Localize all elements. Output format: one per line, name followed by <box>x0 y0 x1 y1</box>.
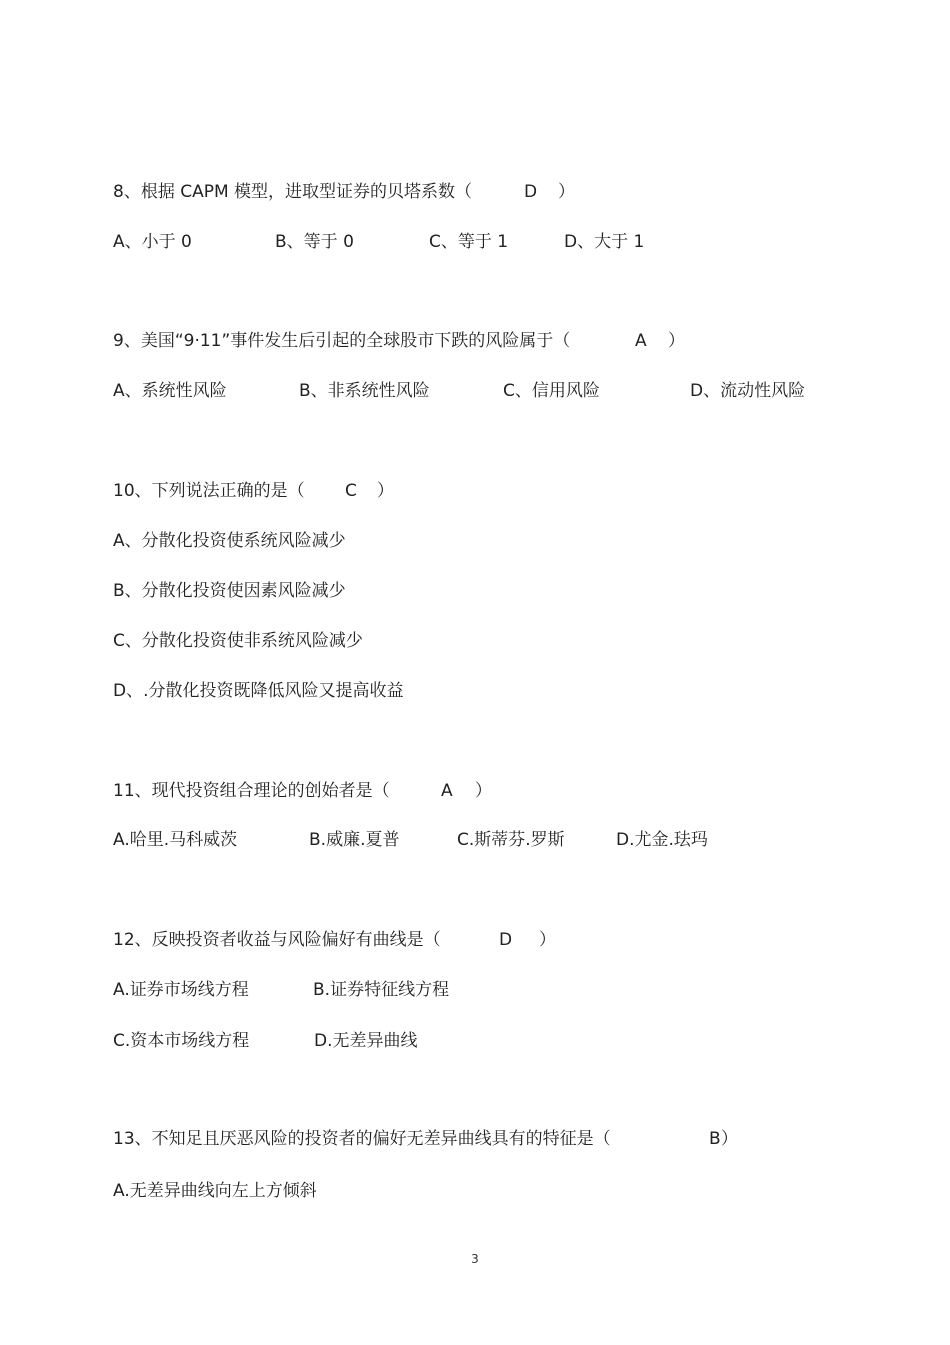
question-answer: C <box>345 481 357 501</box>
option-c: C、等于 1 <box>429 232 509 252</box>
option-d: D、大于 1 <box>564 232 645 252</box>
option-c: C.斯蒂芬.罗斯 <box>457 830 565 850</box>
option-b: B、等于 0 <box>275 232 354 252</box>
option-d: D.无差异曲线 <box>314 1031 418 1051</box>
question-close-paren: ） <box>558 182 575 202</box>
option-c: C.资本市场线方程 <box>113 1031 250 1051</box>
option-a: A.哈里.马科威茨 <box>113 830 238 850</box>
question-answer: D <box>524 182 538 202</box>
option-b: B.证券特征线方程 <box>313 980 450 1000</box>
question-stem-text: 10、下列说法正确的是（ <box>113 481 305 501</box>
question-stem-text: 13、不知足且厌恶风险的投资者的偏好无差异曲线具有的特征是（ <box>113 1129 611 1149</box>
option-a: A、小于 0 <box>113 232 192 252</box>
question-close-paren: ） <box>475 781 492 801</box>
question-close-paren: ） <box>721 1129 738 1149</box>
option-a: A、分散化投资使系统风险减少 <box>113 531 346 551</box>
option-c: C、分散化投资使非系统风险减少 <box>113 631 363 651</box>
option-d: D.尤金.珐玛 <box>616 830 708 850</box>
option-b: B、非系统性风险 <box>299 381 430 401</box>
option-c: C、信用风险 <box>503 381 600 401</box>
question-stem-text: 8、根据 CAPM 模型，进取型证券的贝塔系数（ <box>113 182 473 202</box>
question-close-paren: ） <box>539 930 556 950</box>
question-answer: B <box>709 1129 721 1149</box>
question-answer: A <box>441 781 453 801</box>
question-close-paren: ） <box>668 331 685 351</box>
option-d: D、.分散化投资既降低风险又提高收益 <box>113 681 404 701</box>
question-10-option-d <box>113 680 404 746</box>
question-answer: D <box>499 930 513 950</box>
option-d: D、流动性风险 <box>690 381 806 401</box>
option-b: B、分散化投资使因素风险减少 <box>113 581 346 601</box>
question-stem-text: 9、美国“9·11”事件发生后引起的全球股市下跌的风险属于（ <box>113 331 571 351</box>
page-number: 3 <box>471 1252 479 1266</box>
question-13-option-a <box>113 1180 317 1246</box>
question-answer: A <box>635 331 647 351</box>
question-12-options-row-2 <box>113 1030 418 1118</box>
question-stem-text: 12、反映投资者收益与风险偏好有曲线是（ <box>113 930 441 950</box>
option-a: A、系统性风险 <box>113 381 227 401</box>
question-close-paren: ） <box>377 481 394 501</box>
option-b: B.威廉.夏普 <box>309 830 400 850</box>
option-a: A.无差异曲线向左上方倾斜 <box>113 1181 317 1201</box>
option-a: A.证券市场线方程 <box>113 980 249 1000</box>
question-stem-text: 11、现代投资组合理论的创始者是（ <box>113 781 390 801</box>
